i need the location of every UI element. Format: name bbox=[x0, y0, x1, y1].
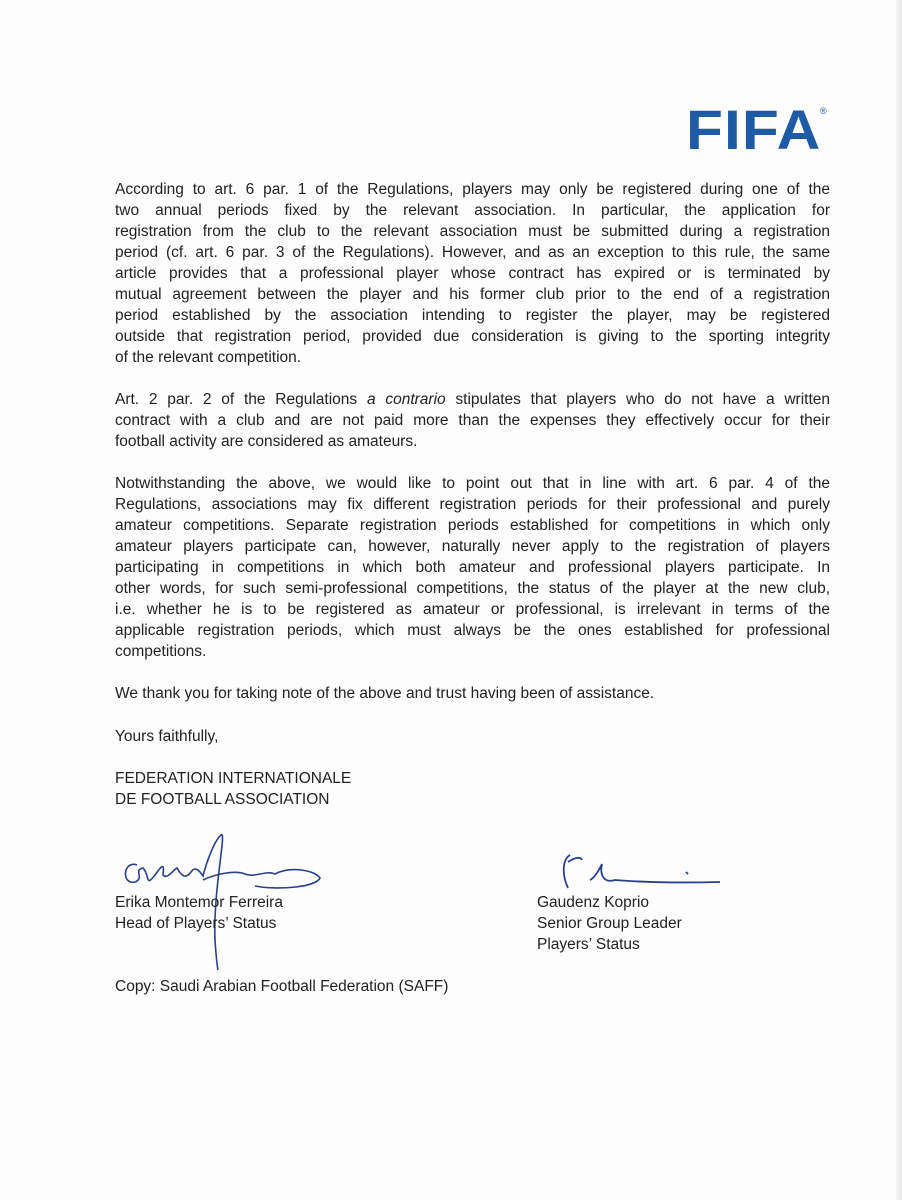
text-line: registration from the club to the relevant association must be submitted during a registration bbox=[115, 223, 830, 240]
text-line: contract with a club and are not paid more than the expenses they effectively occur for their bbox=[115, 412, 830, 429]
text-line: period established by the association intending to register the player, may be registered bbox=[115, 307, 830, 324]
text-segment: Art. 2 par. 2 of the Regulations bbox=[115, 391, 367, 408]
text-segment: stipulates that players who do not have a written bbox=[445, 391, 831, 408]
signature-right bbox=[540, 850, 730, 895]
right-signatory-name: Gaudenz Koprio bbox=[537, 894, 650, 911]
italic-term: a contrario bbox=[366, 391, 446, 408]
text-line: amateur players participate can, however, naturally never apply to the registration of players bbox=[115, 538, 830, 555]
text-line: mutual agreement between the player and his former club prior to the end of a registration bbox=[115, 286, 830, 303]
thanks-text: We thank you for taking note of the above and trust having been of assistance. bbox=[115, 685, 655, 702]
text-line: football activity are considered as amateurs. bbox=[115, 433, 418, 450]
text-line: According to art. 6 par. 1 of the Regulations, players may only be registered during one of the bbox=[115, 181, 830, 198]
text-line: of the relevant competition. bbox=[115, 349, 302, 366]
registered-mark: ® bbox=[820, 106, 827, 116]
text-line: Notwithstanding the above, we would like to point out that in line with art. 6 par. 4 of the bbox=[115, 475, 830, 492]
text-line: outside that registration period, provided due consideration is giving to the sporting integrity bbox=[115, 328, 830, 345]
right-signatory-department: Players’ Status bbox=[537, 936, 640, 953]
text-line: Regulations, associations may fix different registration periods for their professional and purely bbox=[115, 496, 830, 513]
closing-text: Yours faithfully, bbox=[115, 728, 219, 745]
text-line: two annual periods fixed by the relevant association. In particular, the application for bbox=[115, 202, 830, 219]
text-line: period (cf. art. 6 par. 3 of the Regulations). However, and as an exception to this rule, the same bbox=[115, 244, 830, 261]
copy-recipient: Copy: Saudi Arabian Football Federation (SAFF) bbox=[115, 978, 449, 995]
left-signatory-name: Erika Montemor Ferreira bbox=[115, 894, 283, 911]
text-line: applicable registration periods, which must always be the ones established for professional bbox=[115, 622, 830, 639]
text-line: participating in competitions in which both amateur and professional players participate. In bbox=[115, 559, 830, 576]
text-line: article provides that a professional player whose contract has expired or is terminated by bbox=[115, 265, 830, 282]
text-line bbox=[115, 390, 830, 410]
page-edge bbox=[896, 0, 902, 1200]
organization-line-1: FEDERATION INTERNATIONALE bbox=[115, 770, 352, 787]
text-line: competitions. bbox=[115, 643, 207, 660]
text-line: amateur competitions. Separate registration periods established for competitions in which only bbox=[115, 517, 830, 534]
logo-text: FIFA bbox=[686, 98, 822, 161]
text-line: i.e. whether he is to be registered as amateur or professional, is irrelevant in terms of the bbox=[115, 601, 830, 618]
organization-line-2: DE FOOTBALL ASSOCIATION bbox=[115, 791, 330, 808]
right-signatory-title: Senior Group Leader bbox=[537, 915, 682, 932]
text-line: other words, for such semi-professional competitions, the status of the player at the new club, bbox=[115, 580, 830, 597]
left-signatory-title: Head of Players’ Status bbox=[115, 915, 277, 932]
fifa-logo bbox=[686, 100, 828, 160]
